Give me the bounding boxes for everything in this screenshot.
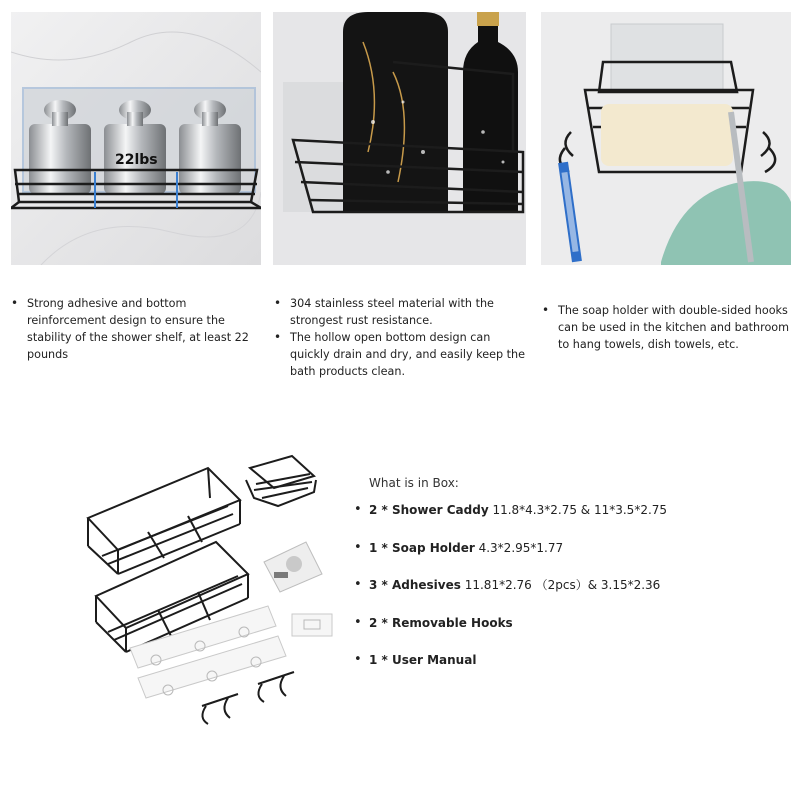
box-item-detail: 11.8*4.3*2.75 & 11*3.5*2.75: [488, 503, 668, 517]
soap-holder-item: [246, 456, 316, 506]
box-contents-illustration: [78, 440, 343, 740]
box-item-qty: 3 * Adhesives: [369, 578, 461, 592]
box-item: [352, 502, 782, 540]
feature-bullet: • The hollow open bottom design can quickly drain and dry, and easily keep the bath products clean.: [272, 329, 527, 380]
box-list: [352, 502, 782, 690]
bottle-left: [343, 12, 448, 212]
box-item-detail: 11.81*2.76 （2pcs）& 3.15*2.36: [460, 578, 661, 592]
box-item: [352, 652, 782, 690]
feature-bullets-3: [540, 302, 795, 353]
shower-caddy-large: [88, 468, 240, 574]
box-item-qty: 2 * Shower Caddy: [369, 503, 489, 517]
soap-bar: [601, 104, 733, 166]
weight-label: 22lbs: [115, 152, 158, 168]
feature-bullet: • 304 stainless steel material with the strongest rust resistance.: [272, 295, 527, 329]
box-item-qty: 1 * Soap Holder: [369, 540, 475, 555]
photo-shelf-with-weights: [11, 12, 261, 265]
box-item: [352, 540, 782, 578]
box-item: [352, 615, 782, 653]
photo-soap-holder-with-hooks: [541, 12, 791, 265]
box-item-qty: 1 * User Manual: [369, 653, 477, 667]
photo-shelf-with-bottles: [273, 12, 526, 265]
user-manual-item: [264, 542, 322, 592]
feature-bullet: • The soap holder with double-sided hooks can be used in the kitchen and bathroom to hang towels, dish towels, etc.: [540, 302, 795, 353]
box-item-qty: 2 * Removable Hooks: [369, 615, 513, 630]
box-item: [352, 577, 782, 615]
box-contents: [352, 476, 782, 690]
box-item-detail: 4.3*2.95*1.77: [474, 540, 564, 555]
box-title: What is in Box:: [369, 476, 459, 490]
feature-bullets-2: [272, 295, 527, 380]
feature-bullets-1: [9, 295, 264, 363]
feature-bullet: • Strong adhesive and bottom reinforcement design to ensure the stability of the shower shelf, at least 22 pounds: [9, 295, 264, 363]
